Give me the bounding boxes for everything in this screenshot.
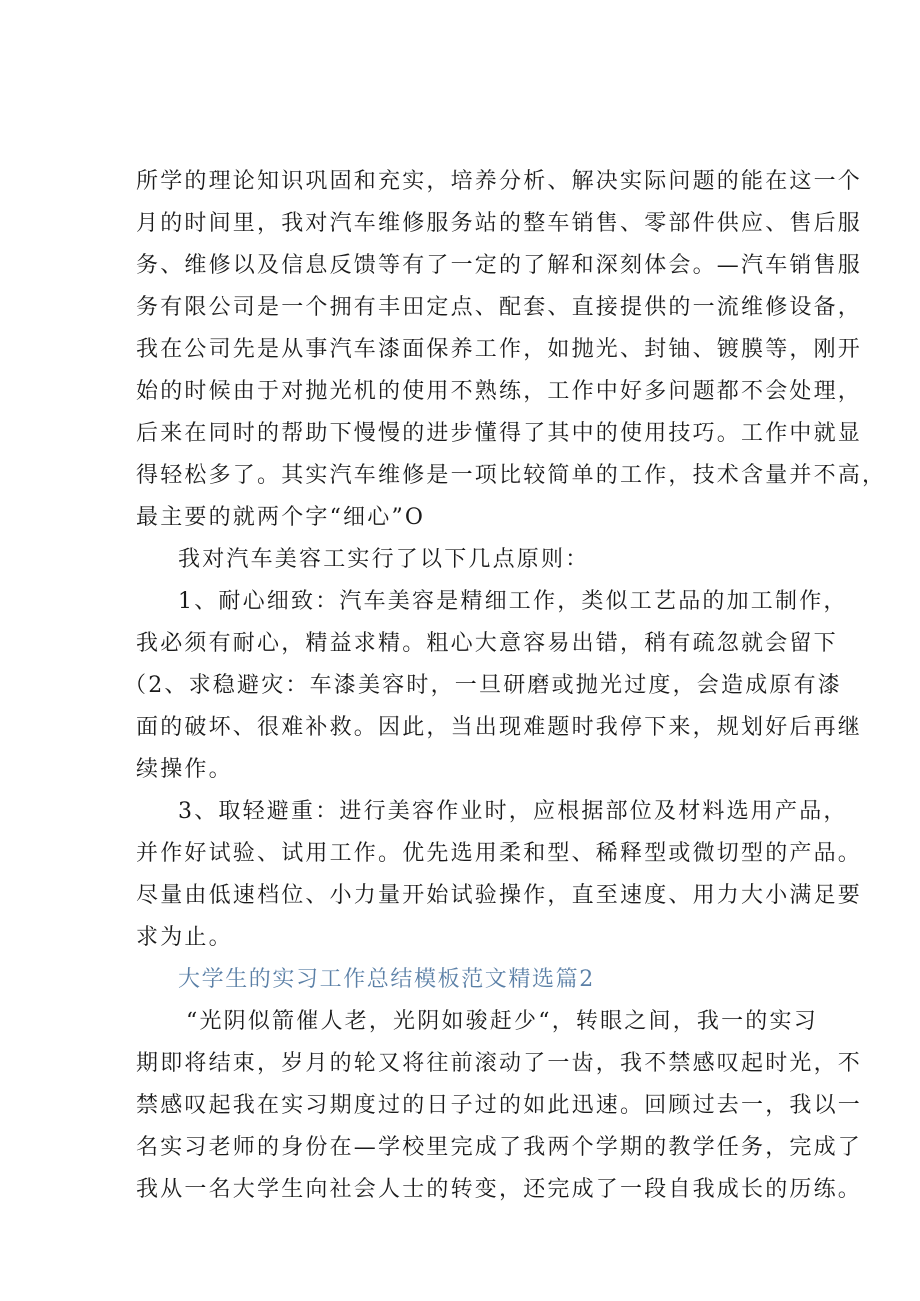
- paragraph-2-line-5: 我从一名大学生向社会人士的转变，还完成了一段自我成长的历练。: [136, 1177, 863, 1202]
- principle-1-line-2: 我必须有耐心，精益求精。粗心大意容易出错，稍有疏忽就会留下: [136, 631, 838, 656]
- paragraph-1-line-1: 所学的理论知识巩固和充实，培养分析、解决实际问题的能在这一个: [136, 169, 863, 194]
- principle-3-line-1: 3、取轻避重：进行美容作业时，应根据部位及材料选用产品，: [178, 799, 848, 824]
- principle-2-line-3: 续操作。: [136, 757, 233, 782]
- paragraph-1-line-4: 务有限公司是一个拥有丰田定点、配套、直接提供的一流维修设备，: [136, 295, 863, 320]
- paragraph-1-line-2: 月的时间里，我对汽车维修服务站的整车销售、零部件供应、售后服: [136, 211, 863, 236]
- paragraph-2-line-3: 禁感叹起我在实习期度过的日子过的如此迅速。回顾过去一，我以一: [136, 1093, 863, 1118]
- paragraph-1-line-6: 始的时候由于对抛光机的使用不熟练，工作中好多问题都不会处理，: [136, 379, 863, 404]
- principle-3-line-4: 求为止。: [136, 925, 233, 950]
- paragraph-2-line-2: 期即将结束，岁月的轮又将往前滚动了一齿，我不禁感叹起时光，不: [136, 1051, 863, 1076]
- section-heading: 大学生的实习工作总结模板范文精选篇2: [178, 967, 595, 992]
- principle-2-line-2: 面的破坏、很难补救。因此，当出现难题时我停下来，规划好后再继: [136, 715, 863, 740]
- paragraph-1-line-8: 得轻松多了。其实汽车维修是一项比较简单的工作，技术含量并不高，: [136, 463, 887, 488]
- paragraph-2-line-4: 名实习老师的身份在—学校里完成了我两个学期的教学任务，完成了: [136, 1135, 863, 1160]
- principle-1-line-1: 1、耐心细致：汽车美容是精细工作，类似工艺品的加工制作，: [178, 589, 848, 614]
- paragraph-1-line-3: 务、维修以及信息反馈等有了一定的了解和深刻体会。—汽车销售服: [136, 253, 863, 278]
- principle-3-line-3: 尽量由低速档位、小力量开始试验操作，直至速度、用力大小满足要: [136, 883, 863, 908]
- principle-3-line-2: 并作好试验、试用工作。优先选用柔和型、稀释型或微切型的产品。: [136, 841, 863, 866]
- paragraph-1-line-9: 最主要的就两个字“细心”O: [136, 505, 426, 530]
- paragraph-1-line-5: 我在公司先是从事汽车漆面保养工作，如抛光、封铀、镀膜等，刚开: [136, 337, 863, 362]
- principles-intro: 我对汽车美容工实行了以下几点原则：: [178, 547, 590, 572]
- principle-2-line-1: （2、求稳避灾：车漆美容时，一旦研磨或抛光过度，会造成原有漆: [124, 673, 842, 698]
- paragraph-2-line-1: “光阴似箭催人老，光阴如骏赶少“，转眼之间，我一的实习: [186, 1009, 818, 1034]
- paragraph-1-line-7: 后来在同时的帮助下慢慢的进步懂得了其中的使用技巧。工作中就显: [136, 421, 863, 446]
